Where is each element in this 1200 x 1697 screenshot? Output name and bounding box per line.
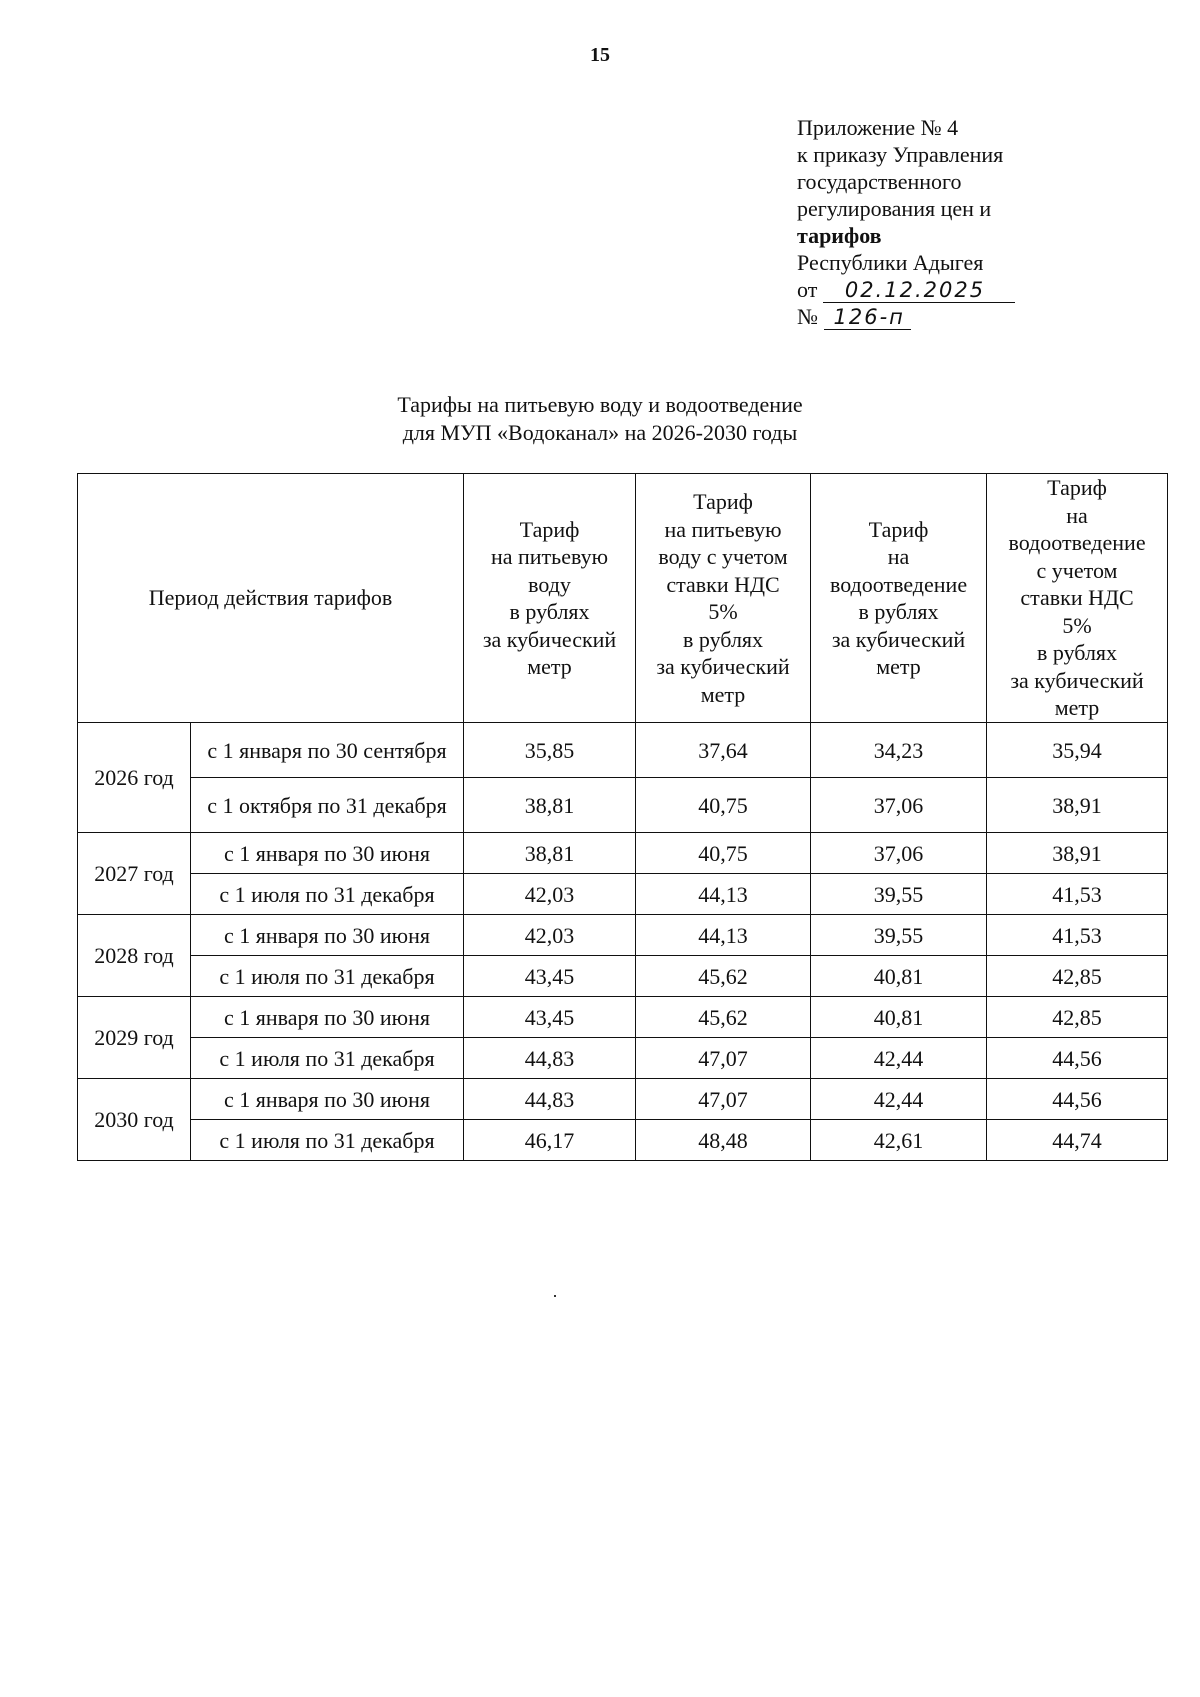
- water-vat-cell: 44,13: [636, 915, 811, 956]
- period-cell: с 1 июля по 31 декабря: [191, 874, 464, 915]
- appendix-block: [797, 114, 1137, 330]
- sewage-cell: 40,81: [811, 956, 987, 997]
- water-cell: 46,17: [464, 1120, 636, 1161]
- appendix-number-line: [797, 303, 1137, 330]
- sewage-vat-cell: 42,85: [987, 956, 1168, 997]
- tariff-table: [77, 473, 1168, 1161]
- water-vat-cell: 40,75: [636, 833, 811, 874]
- appendix-line: регулирования цен и: [797, 196, 992, 221]
- table-row: [78, 874, 1168, 915]
- water-cell: 43,45: [464, 956, 636, 997]
- sewage-cell: 42,61: [811, 1120, 987, 1161]
- water-cell: 44,83: [464, 1079, 636, 1120]
- period-cell: с 1 июля по 31 декабря: [191, 1038, 464, 1079]
- period-cell: с 1 января по 30 июня: [191, 833, 464, 874]
- sewage-cell: 40,81: [811, 997, 987, 1038]
- sewage-vat-cell: 44,74: [987, 1120, 1168, 1161]
- handwritten-date: 02.12.2025: [823, 278, 1015, 303]
- table-row: [78, 956, 1168, 997]
- period-cell: с 1 января по 30 сентября: [191, 723, 464, 778]
- sewage-cell: 39,55: [811, 915, 987, 956]
- appendix-line: Республики Адыгея: [797, 250, 984, 275]
- sewage-cell: 39,55: [811, 874, 987, 915]
- title-line-2: для МУП «Водоканал» на 2026-2030 годы: [402, 420, 798, 445]
- table-row: [78, 1038, 1168, 1079]
- period-cell: с 1 июля по 31 декабря: [191, 956, 464, 997]
- water-cell: 42,03: [464, 915, 636, 956]
- table-header-row: [78, 474, 1168, 723]
- water-cell: 38,81: [464, 833, 636, 874]
- water-vat-cell: 47,07: [636, 1038, 811, 1079]
- water-vat-cell: 44,13: [636, 874, 811, 915]
- header-water: Тариф на питьевую воду в рублях за кубический метр: [464, 474, 636, 723]
- water-cell: 42,03: [464, 874, 636, 915]
- sewage-vat-cell: 35,94: [987, 723, 1168, 778]
- table-row: [78, 997, 1168, 1038]
- header-sewage: Тариф на водоотведение в рублях за кубический метр: [811, 474, 987, 723]
- sewage-cell: 34,23: [811, 723, 987, 778]
- header-water-vat: Тариф на питьевую воду с учетом ставки НДС 5% в рублях за кубический метр: [636, 474, 811, 723]
- table-row: [78, 1079, 1168, 1120]
- water-vat-cell: 40,75: [636, 778, 811, 833]
- period-cell: с 1 января по 30 июня: [191, 1079, 464, 1120]
- appendix-line: к приказу Управления: [797, 142, 1004, 167]
- appendix-line: Приложение № 4: [797, 115, 959, 140]
- period-cell: с 1 января по 30 июня: [191, 915, 464, 956]
- water-cell: 43,45: [464, 997, 636, 1038]
- water-vat-cell: 45,62: [636, 997, 811, 1038]
- water-cell: 38,81: [464, 778, 636, 833]
- sewage-vat-cell: 44,56: [987, 1038, 1168, 1079]
- sewage-cell: 42,44: [811, 1038, 987, 1079]
- stray-dot: [554, 1295, 556, 1297]
- document-title: [0, 391, 1200, 447]
- table-row: [78, 723, 1168, 778]
- sewage-cell: 37,06: [811, 778, 987, 833]
- year-cell: 2026 год: [78, 723, 191, 833]
- handwritten-number: 126-п: [824, 305, 911, 330]
- period-cell: с 1 января по 30 июня: [191, 997, 464, 1038]
- year-cell: 2030 год: [78, 1079, 191, 1161]
- table-row: [78, 833, 1168, 874]
- header-sewage-vat: Тариф на водоотведение с учетом ставки НДС 5% в рублях за кубический метр: [987, 474, 1168, 723]
- water-vat-cell: 47,07: [636, 1079, 811, 1120]
- water-cell: 35,85: [464, 723, 636, 778]
- water-cell: 44,83: [464, 1038, 636, 1079]
- water-vat-cell: 45,62: [636, 956, 811, 997]
- period-cell: с 1 октября по 31 декабря: [191, 778, 464, 833]
- header-period: Период действия тарифов: [78, 474, 464, 723]
- table-row: [78, 915, 1168, 956]
- period-cell: с 1 июля по 31 декабря: [191, 1120, 464, 1161]
- year-cell: 2028 год: [78, 915, 191, 997]
- water-vat-cell: 37,64: [636, 723, 811, 778]
- page-number: 15: [590, 44, 610, 66]
- sewage-vat-cell: 38,91: [987, 778, 1168, 833]
- appendix-date-line: [797, 276, 1137, 303]
- sewage-cell: 42,44: [811, 1079, 987, 1120]
- appendix-line: тарифов: [797, 223, 882, 248]
- table-row: [78, 1120, 1168, 1161]
- appendix-line: государственного: [797, 169, 962, 194]
- table-row: [78, 778, 1168, 833]
- sewage-vat-cell: 41,53: [987, 915, 1168, 956]
- water-vat-cell: 48,48: [636, 1120, 811, 1161]
- number-prefix: №: [797, 304, 818, 329]
- title-line-1: Тарифы на питьевую воду и водоотведение: [397, 392, 803, 417]
- date-prefix: от: [797, 277, 818, 302]
- sewage-vat-cell: 42,85: [987, 997, 1168, 1038]
- sewage-cell: 37,06: [811, 833, 987, 874]
- year-cell: 2029 год: [78, 997, 191, 1079]
- sewage-vat-cell: 41,53: [987, 874, 1168, 915]
- sewage-vat-cell: 38,91: [987, 833, 1168, 874]
- sewage-vat-cell: 44,56: [987, 1079, 1168, 1120]
- year-cell: 2027 год: [78, 833, 191, 915]
